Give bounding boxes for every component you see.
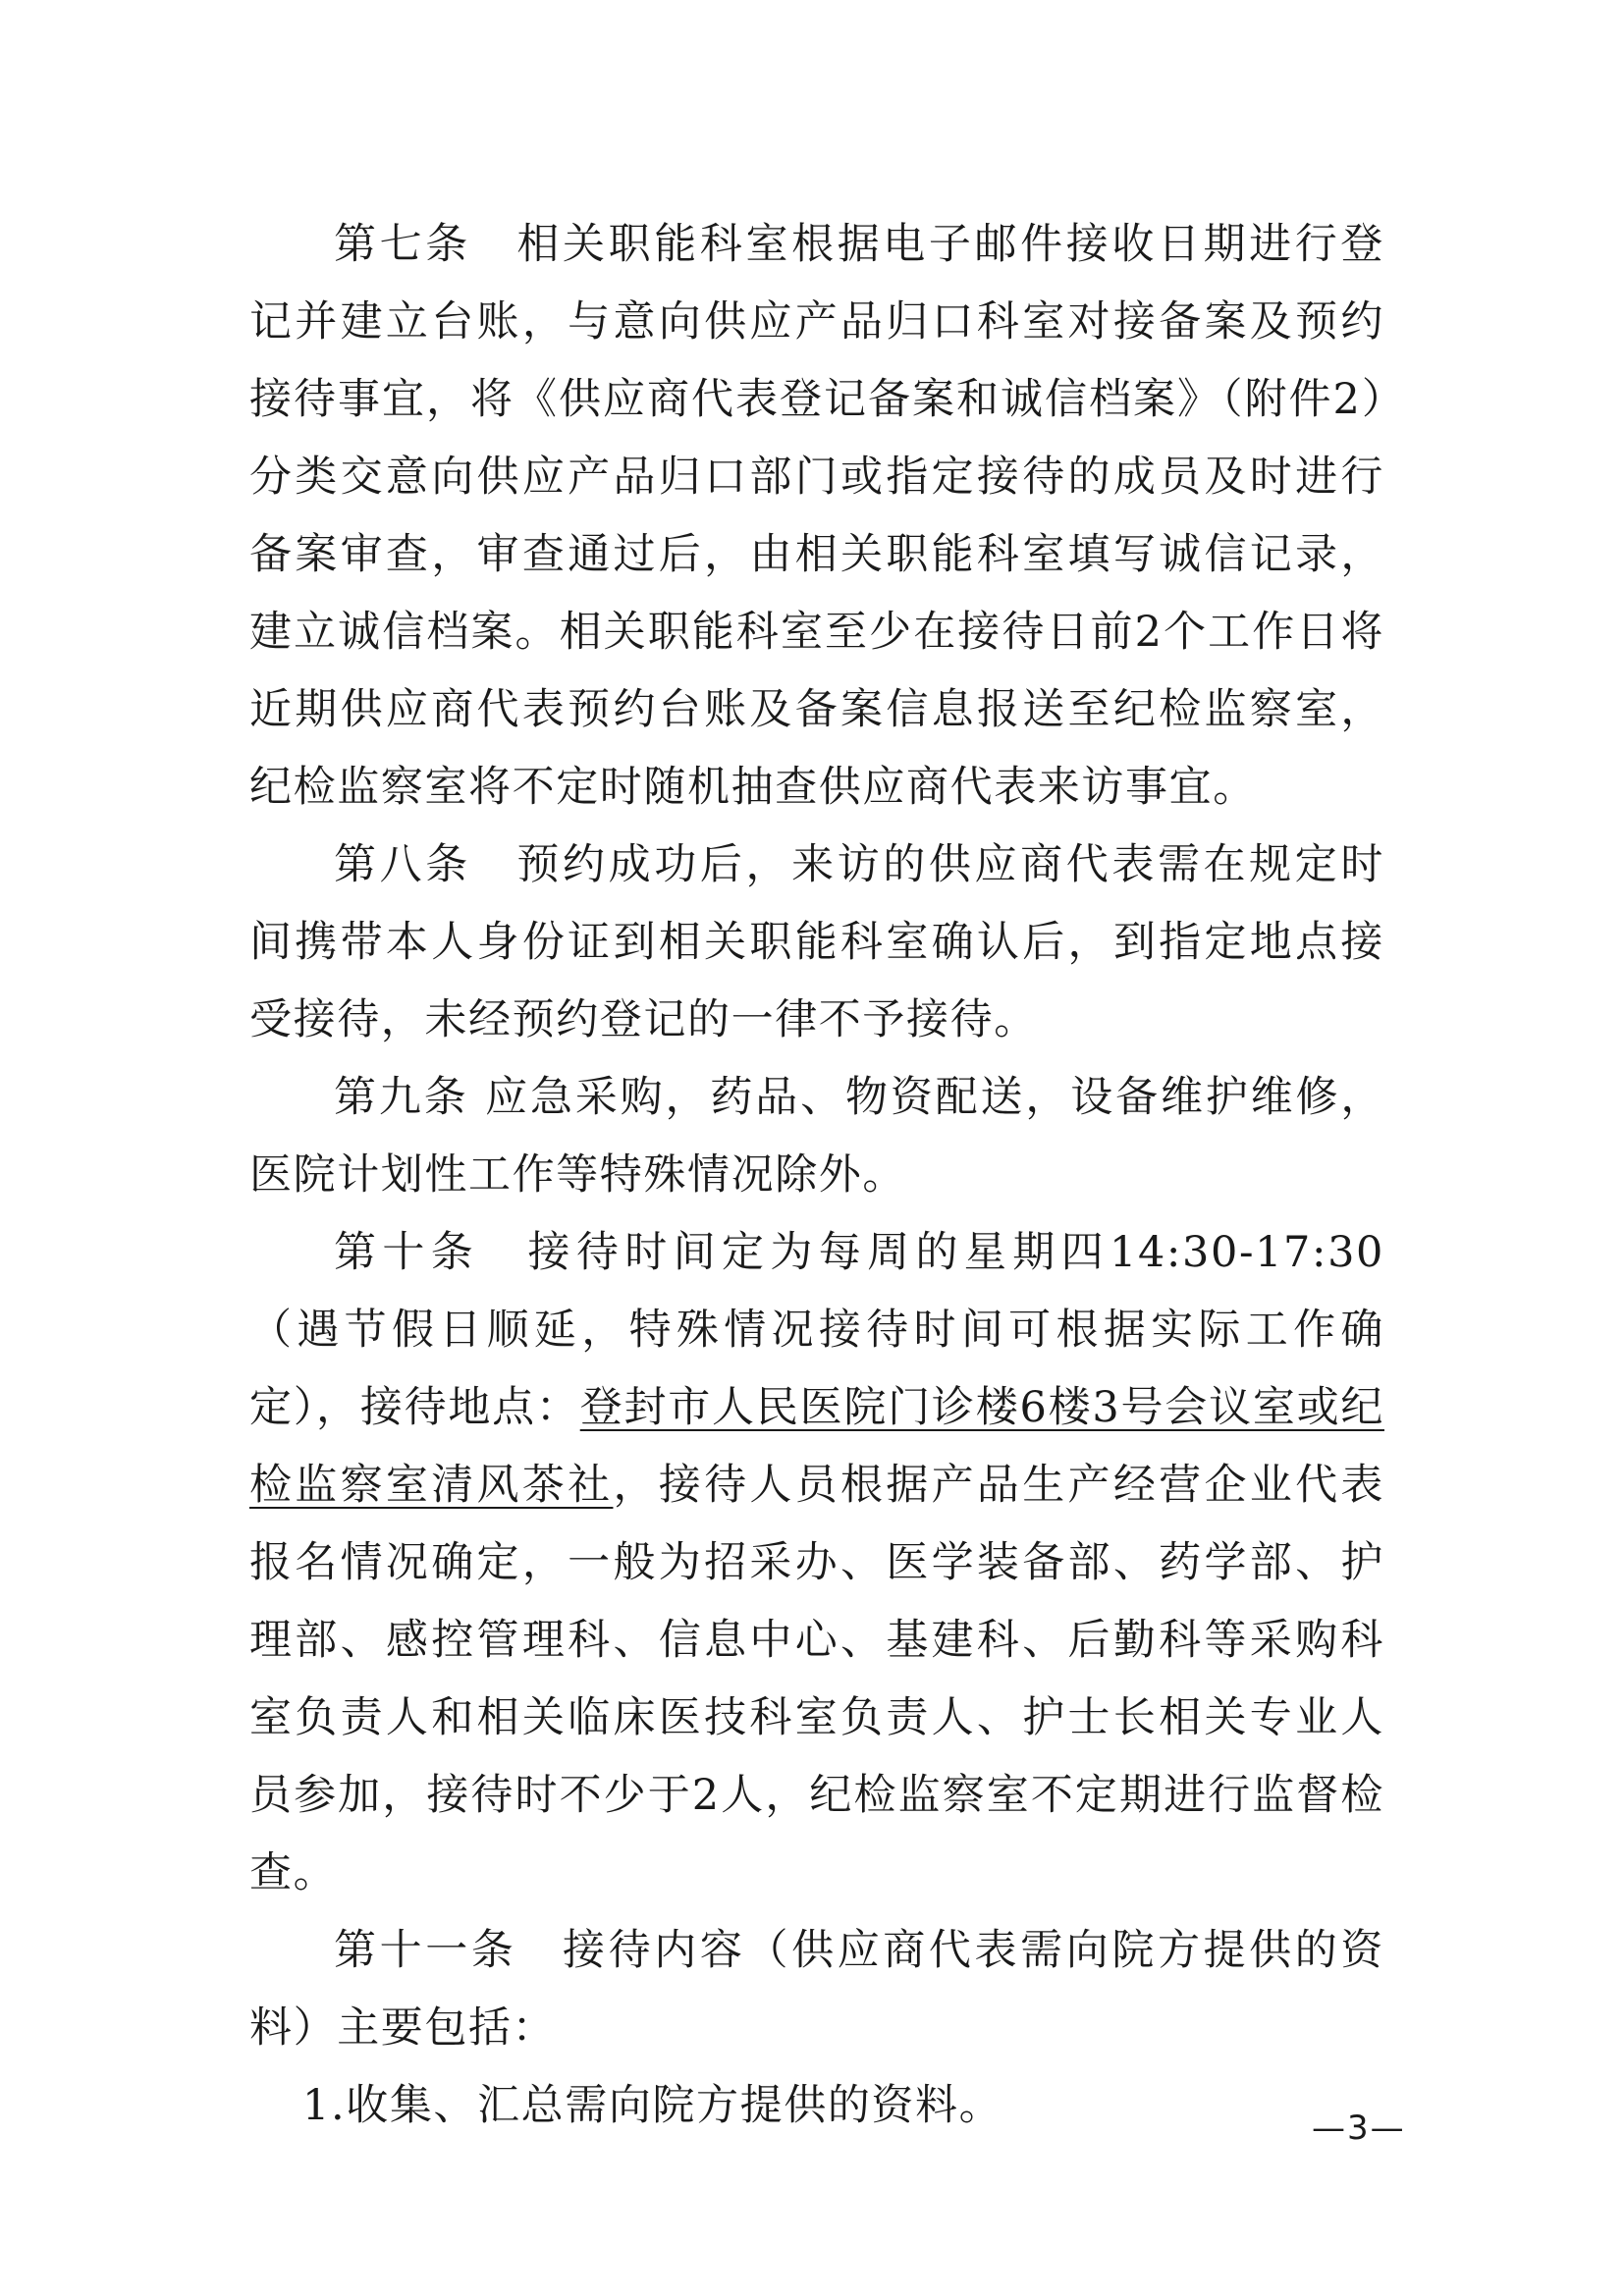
article-11-paragraph: 第十一条 接待内容（供应商代表需向院方提供的资料）主要包括：	[249, 1926, 1384, 2053]
list-item-1: 1.收集、汇总需向院方提供的资料。	[302, 2081, 1003, 2130]
article-10-paragraph	[249, 1214, 1384, 1912]
document-body	[249, 206, 1384, 2145]
article-10-text-after: ，接待人员根据产品生产经营企业代表报名情况确定，一般为招采办、医学装备部、药学部、护理部、感控管理科、信息中心、基建科、后勤科等采购科室负责人和相关临床医技科室负责人、护士长相关专业人员参加，接待时不少于2人，纪检监察室不定期进行监督检查。	[249, 1461, 1384, 1897]
reception-location-underlined: 登封市人民医院门诊楼6楼3号会议室或纪检监察室清风茶社	[249, 1383, 1384, 1510]
article-10-text-before: 第十条 接待时间定为每周的星期四14:30-17:30（遇节假日顺延，特殊情况接待时间可根据实际工作确定），接待地点：	[249, 1228, 1384, 1432]
article-8-paragraph: 第八条 预约成功后，来访的供应商代表需在规定时间携带本人身份证到相关职能科室确认后，到指定地点接受接待，未经预约登记的一律不予接待。	[249, 840, 1384, 1044]
article-9-paragraph: 第九条 应急采购，药品、物资配送，设备维护维修，医院计划性工作等特殊情况除外。	[249, 1073, 1384, 1200]
page-number: —3—	[1312, 2109, 1406, 2148]
article-7-paragraph: 第七条 相关职能科室根据电子邮件接收日期进行登记并建立台账，与意向供应产品归口科室对接备案及预约接待事宜，将《供应商代表登记备案和诚信档案》（附件2）分类交意向供应产品归口部门或指定接待的成员及时进行备案审查，审查通过后，由相关职能科室填写诚信记录，建立诚信档案。相关职能科室至少在接待日前2个工作日将近期供应商代表预约台账及备案信息报送至纪检监察室，纪检监察室将不定时随机抽查供应商代表来访事宜。	[249, 220, 1384, 812]
